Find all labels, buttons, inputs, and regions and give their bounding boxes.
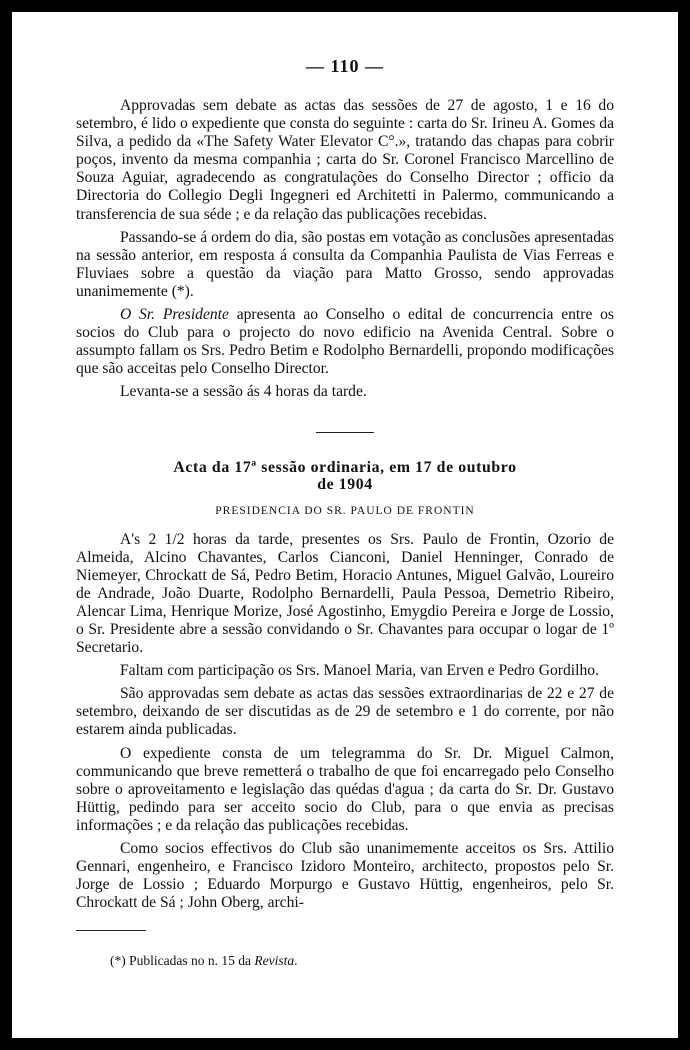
speaker-label: O Sr. Presidente xyxy=(120,306,229,324)
page-content xyxy=(76,56,614,969)
paragraph-president-edital xyxy=(76,306,614,378)
paragraph-minutes-approval: Approvadas sem debate as actas das sessões de 27 de agosto, 1 e 16 do setembro, é lido o expediente que consta do seguinte : carta do Sr. Irineu A. Gomes da Silva, a pedido da «The Safety Water Elevator C°.», tratando das chapas para cobrir poços, invento da mesma companhia ; carta do Sr. Coronel Francisco Marcellino de Souza Aguiar, agradecendo as congratulações do Conselho Director ; officio da Directoria do Collegio Degli Ingegneri ed Architetti in Palermo, communicando a transferencia de sua séde ; e da relação das publicações recebidas. xyxy=(76,97,614,223)
page-number: — 110 — xyxy=(305,56,384,76)
section-divider xyxy=(316,432,374,433)
acta-title-line2: de 1904 xyxy=(317,475,373,493)
footnote xyxy=(76,953,614,969)
paragraph-new-members: Como socios effectivos do Club são unanimemente acceitos os Srs. Attilio Gennari, engenheiro, e Francisco Izidoro Monteiro, architecto, propostos pelo Sr. Jorge de Lossio ; Eduardo Morpurgo e Gustavo Hüttig, engenheiros, pelo Sr. Chrockatt de Sá ; John Oberg, archi- xyxy=(76,840,614,912)
paragraph-order-of-day: Passando-se á ordem do dia, são postas em votação as conclusões apresentadas na sessão anterior, em resposta á consulta da Companhia Paulista de Vias Ferreas e Fluviaes sobre a questão da viação para Matto Grosso, sendo approvadas unanimemente (*). xyxy=(76,228,614,300)
footnote-end: . xyxy=(294,953,298,969)
footnote-divider xyxy=(76,930,146,931)
footnote-text: (*) Publicadas no n. 15 da xyxy=(110,953,255,969)
document-page xyxy=(12,12,678,1038)
presidency-line: PRESIDENCIA DO SR. PAULO DE FRONTIN xyxy=(215,504,475,517)
paragraph-minutes-approved: São approvadas sem debate as actas das sessões extraordinarias de 22 e 27 de setembro, deixando de ser discutidas as de 29 de setembro e 1 do corrente, por não estarem ainda publicadas. xyxy=(76,685,614,739)
president-text: apresenta ao Conselho o edital de concurrencia entre os socios do Club para o projecto do novo edificio na Avenida Central. Sobre o assumpto fallam os Srs. Pedro Betim e Rodolpho Bernardelli, propondo modificações que são acceitas pelo Conselho Director. xyxy=(76,306,615,378)
acta-title xyxy=(76,459,614,493)
footnote-ref: Revista xyxy=(254,953,295,969)
acta-title-line1: Acta da 17ª sessão ordinaria, em 17 de outubro xyxy=(173,458,517,476)
paragraph-attendance: A's 2 1/2 horas da tarde, presentes os Srs. Paulo de Frontin, Ozorio de Almeida, Alcino Chavantes, Carlos Cianconi, Daniel Henninger, Conrado de Niemeyer, Chrockatt de Sá, Pedro Betim, Horacio Antunes, Miguel Galvão, Loureiro de Andrade, João Duarte, Rodolpho Bernardelli, Paula Pessoa, Demetrio Ribeiro, Alencar Lima, Henrique Morize, José Agostinho, Emygdio Pereira e Jorge de Lossio, o Sr. Presidente abre a sessão convidando o Sr. Chavantes para occupar o logar de 1º Secretario. xyxy=(76,530,614,657)
paragraph-closing: Levanta-se a sessão ás 4 horas da tarde. xyxy=(120,383,367,401)
paragraph-correspondence: O expediente consta de um telegramma do Sr. Dr. Miguel Calmon, communicando que breve remetterá o trabalho de que foi encarregado pelo Conselho sobre o aproveitamento e legislação das quédas d'agua ; da carta do Sr. Dr. Gustavo Hüttig, pedindo para ser acceito socio do Club, para o que envia as precisas informações ; e da relação das publicações recebidas. xyxy=(76,744,614,834)
paragraph-absences: Faltam com participação os Srs. Manoel Maria, van Erven e Pedro Gordilho. xyxy=(120,662,599,680)
